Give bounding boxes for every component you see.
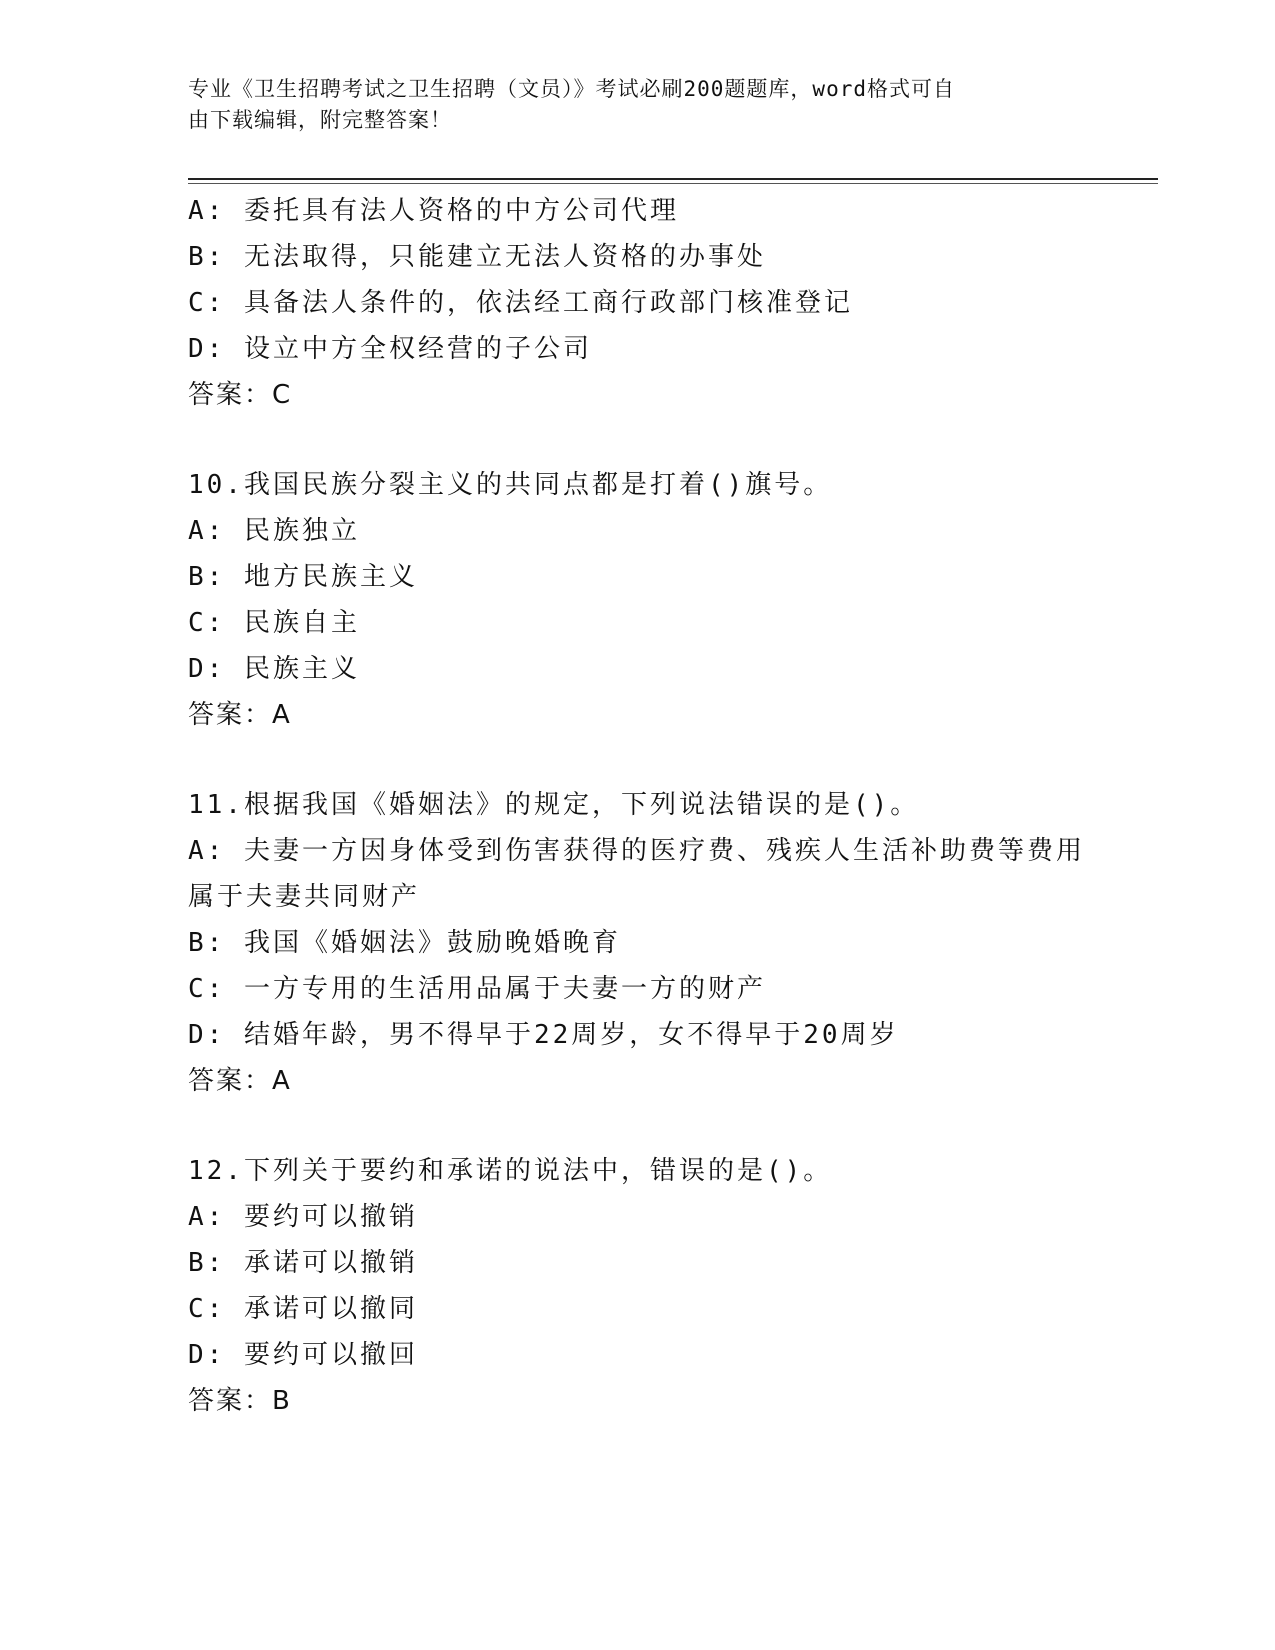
question-11-option-a-line-2: 属于夫妻共同财产 xyxy=(188,882,421,912)
question-9-answer: 答案：C xyxy=(188,380,293,410)
question-12-option-c: C: 承诺可以撤同 xyxy=(188,1294,418,1324)
question-9-block xyxy=(188,188,1088,418)
document-header xyxy=(188,74,1088,136)
question-12-option-a: A: 要约可以撤销 xyxy=(188,1202,418,1232)
question-10-option-c: C: 民族自主 xyxy=(188,608,360,638)
header-line-1: 专业《卫生招聘考试之卫生招聘（文员）》考试必刷200题题库，word格式可自 xyxy=(188,77,955,101)
question-10-option-b: B: 地方民族主义 xyxy=(188,562,418,592)
header-divider-thick xyxy=(188,178,1158,180)
question-11-option-c: C: 一方专用的生活用品属于夫妻一方的财产 xyxy=(188,974,766,1004)
question-10-option-a: A: 民族独立 xyxy=(188,516,360,546)
question-11-option-a-line-1: A: 夫妻一方因身体受到伤害获得的医疗费、残疾人生活补助费等费用 xyxy=(188,836,1085,866)
question-10-block xyxy=(188,462,1088,738)
question-spacer xyxy=(188,418,1088,462)
question-12-option-d: D: 要约可以撤回 xyxy=(188,1340,418,1370)
question-12-stem: 12.下列关于要约和承诺的说法中，错误的是()。 xyxy=(188,1156,833,1186)
question-11-option-b: B: 我国《婚姻法》鼓励晚婚晚育 xyxy=(188,928,621,958)
question-11-answer: 答案：A xyxy=(188,1066,292,1096)
question-12-answer: 答案：B xyxy=(188,1386,292,1416)
question-9-option-a: A: 委托具有法人资格的中方公司代理 xyxy=(188,196,679,226)
question-spacer xyxy=(188,738,1088,782)
question-10-answer: 答案：A xyxy=(188,700,292,730)
question-11-option-d: D: 结婚年龄，男不得早于22周岁，女不得早于20周岁 xyxy=(188,1020,899,1050)
question-11-block xyxy=(188,782,1088,1104)
header-divider-thin xyxy=(188,183,1158,184)
question-11-stem: 11.根据我国《婚姻法》的规定，下列说法错误的是()。 xyxy=(188,790,920,820)
question-12-block xyxy=(188,1148,1088,1424)
question-12-option-b: B: 承诺可以撤销 xyxy=(188,1248,418,1278)
question-9-option-c: C: 具备法人条件的，依法经工商行政部门核准登记 xyxy=(188,288,853,318)
question-spacer xyxy=(188,1104,1088,1148)
question-10-stem: 10.我国民族分裂主义的共同点都是打着()旗号。 xyxy=(188,470,833,500)
question-9-option-d: D: 设立中方全权经营的子公司 xyxy=(188,334,592,364)
question-9-option-b: B: 无法取得，只能建立无法人资格的办事处 xyxy=(188,242,766,272)
question-10-option-d: D: 民族主义 xyxy=(188,654,360,684)
question-list xyxy=(188,188,1088,1424)
header-line-2: 由下载编辑，附完整答案！ xyxy=(188,108,452,132)
